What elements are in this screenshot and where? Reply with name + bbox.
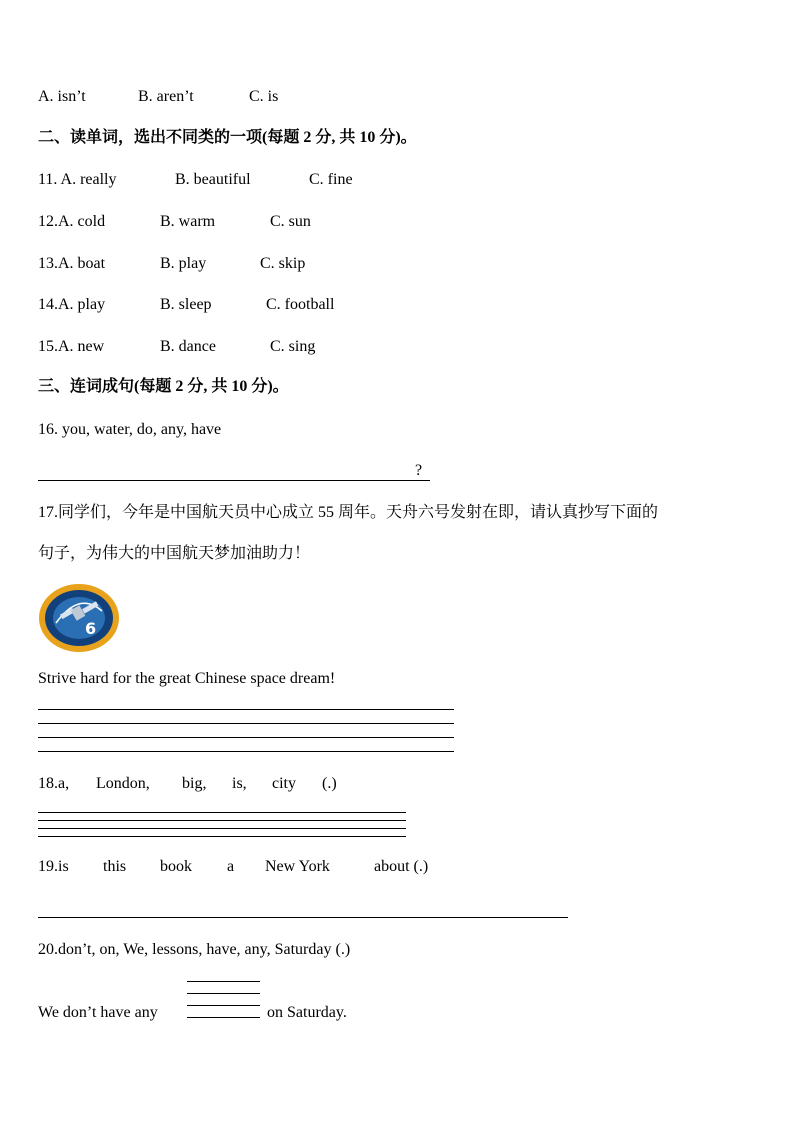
q20-blank-line-4[interactable]: [187, 1017, 260, 1018]
q11-line: [38, 170, 117, 190]
q18-answer-line-3[interactable]: [38, 828, 406, 829]
q15-number: 15: [38, 338, 54, 355]
q18-word-2: London,: [96, 775, 150, 792]
q14-number: 14: [38, 296, 54, 313]
q18-word-3: big,: [182, 775, 207, 792]
q19-word-3: book: [160, 858, 192, 875]
q10-option-b: B. aren’t: [138, 88, 194, 105]
q17-line2: 句子，为伟大的中国航天梦加油助力！: [38, 545, 311, 562]
q17-sentence: Strive hard for the great Chinese space dream!: [38, 670, 336, 687]
section2-title: 二、读单词，选出不同类的一项(每题 2 分, 共 10 分)。: [38, 129, 417, 146]
q18-word-4: is,: [232, 775, 247, 792]
q17-copy-line-2[interactable]: [38, 723, 454, 724]
q19-word-4: a: [227, 858, 235, 875]
q18-word-6: (.): [322, 775, 337, 792]
q20-blank-line-3[interactable]: [187, 1005, 260, 1006]
q17-line1: [38, 503, 658, 523]
q12-option-c: C. sun: [270, 213, 311, 230]
q14-option-c: C. football: [266, 296, 335, 313]
q14-option-a: .A. play: [54, 296, 106, 313]
q12-number: 12: [38, 213, 54, 230]
q15-option-b: B. dance: [160, 338, 216, 355]
q16-answer-line[interactable]: [38, 480, 430, 481]
q17-copy-line-4[interactable]: [38, 751, 454, 752]
q19-line: [38, 857, 69, 877]
q18-answer-line-1[interactable]: [38, 812, 406, 813]
q16-line: [38, 420, 221, 440]
q12-option-b: B. warm: [160, 213, 216, 230]
q18-answer-line-2[interactable]: [38, 820, 406, 821]
q20-blank-line-2[interactable]: [187, 993, 260, 994]
q18-answer-line-4[interactable]: [38, 836, 406, 837]
q11-option-b: B. beautiful: [175, 171, 251, 188]
q14-option-b: B. sleep: [160, 296, 212, 313]
q18-word-5: city: [272, 775, 296, 792]
q17-copy-line-1[interactable]: [38, 709, 454, 710]
q14-line: [38, 295, 105, 315]
q20-suffix: on Saturday.: [267, 1004, 347, 1021]
q20-number: 20: [38, 941, 54, 958]
q17-copy-line-3[interactable]: [38, 737, 454, 738]
q19-number: 19: [38, 858, 54, 875]
q19-word-5: New York: [265, 858, 330, 875]
q20-words: .don’t, on, We, lessons, have, any, Saturday (.): [54, 941, 351, 958]
q16-number: 16: [38, 421, 54, 438]
q13-number: 13: [38, 255, 54, 272]
q15-option-c: C. sing: [270, 338, 316, 355]
q15-line: [38, 337, 104, 357]
q13-option-c: C. skip: [260, 255, 306, 272]
q18-line: [38, 774, 69, 794]
q12-line: [38, 212, 105, 232]
q10-option-c: C. is: [249, 88, 279, 105]
q19-answer-line[interactable]: [38, 917, 568, 918]
q18-number: 18: [38, 775, 54, 792]
q16-words: . you, water, do, any, have: [54, 421, 222, 438]
q12-option-a: .A. cold: [54, 213, 106, 230]
q20-prefix: We don’t have any: [38, 1004, 158, 1021]
q11-option-c: C. fine: [309, 171, 353, 188]
q15-option-a: .A. new: [54, 338, 105, 355]
q13-option-b: B. play: [160, 255, 207, 272]
q17-number: 17: [38, 504, 54, 521]
tianzhou-mission-logo: [38, 583, 120, 653]
q10-option-a: A. isn’t: [38, 88, 86, 105]
q18-word-1: .a,: [54, 775, 70, 792]
q13-option-a: .A. boat: [54, 255, 106, 272]
q16-question-mark: ?: [415, 462, 423, 479]
q20-line: [38, 940, 350, 960]
logo-digit: 6: [85, 619, 97, 638]
q20-blank-line-1[interactable]: [187, 981, 260, 982]
q19-word-6: about (.): [374, 858, 429, 875]
q13-line: [38, 254, 105, 274]
q11-number: 11: [38, 171, 54, 188]
section3-title: 三、连词成句(每题 2 分, 共 10 分)。: [38, 378, 289, 395]
q19-word-2: this: [103, 858, 127, 875]
q17-text-1: .同学们，今年是中国航天员中心成立 55 周年。天舟六号发射在即，请认真抄写下面的: [54, 504, 659, 521]
q11-option-a: . A. really: [53, 171, 117, 188]
q19-word-1: .is: [54, 858, 69, 875]
